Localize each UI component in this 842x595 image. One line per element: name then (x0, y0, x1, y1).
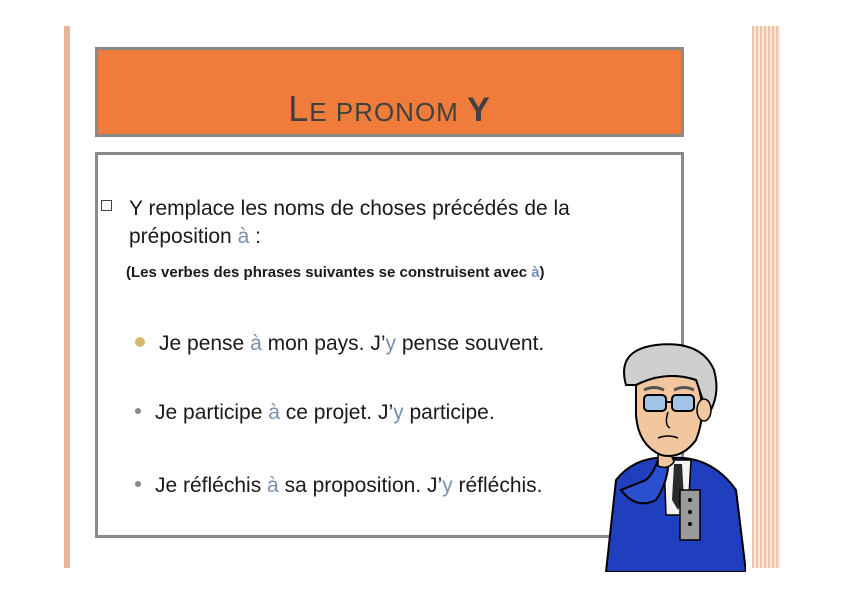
bullet-dot-icon (135, 408, 141, 414)
ex2-b: ce projet. J’ (279, 401, 394, 424)
rule-text-b: : (249, 225, 261, 248)
thinking-man-clipart-icon (596, 340, 746, 572)
ex1-a: Je pense (159, 332, 251, 355)
bullet-dot-icon (135, 481, 141, 487)
note-b: ) (539, 264, 545, 281)
ex2-a: Je participe (155, 401, 269, 424)
note-highlight: à (531, 264, 540, 281)
right-decor-stripes (752, 26, 780, 568)
ex3-c: réfléchis. (452, 474, 543, 497)
left-decor-bar (64, 26, 70, 568)
ex3-hl2: y (442, 474, 453, 497)
example-1 (135, 332, 544, 356)
ex3-a: Je réfléchis (155, 474, 268, 497)
ex2-c: participe. (403, 401, 495, 424)
example-2 (135, 401, 495, 425)
square-bullet-icon (101, 200, 112, 211)
title-banner (95, 47, 684, 137)
rule-highlight: à (237, 225, 250, 248)
title-first-letter: L (288, 88, 310, 129)
ex3-hl1: à (267, 474, 279, 497)
ex3-b: sa proposition. J’ (278, 474, 443, 497)
rule-text-a: Y remplace les noms de choses précédés de la préposition (129, 197, 570, 248)
note-a: (Les verbes des phrases suivantes se construisent avec (126, 264, 532, 281)
example-3 (135, 474, 543, 498)
ex2-hl2: y (393, 401, 404, 424)
ex2-hl1: à (268, 401, 280, 424)
title-y: Y (467, 91, 491, 129)
rule-text (129, 195, 674, 251)
ex1-b: mon pays. J’ (261, 332, 386, 355)
bullet-dot-icon (135, 337, 145, 347)
ex1-c: pense souvent. (395, 332, 545, 355)
note-text (126, 264, 545, 281)
ex1-hl1: à (250, 332, 262, 355)
ex1-hl2: y (385, 332, 396, 355)
slide-title (98, 88, 681, 130)
title-rest: E PRONOM (309, 97, 468, 127)
